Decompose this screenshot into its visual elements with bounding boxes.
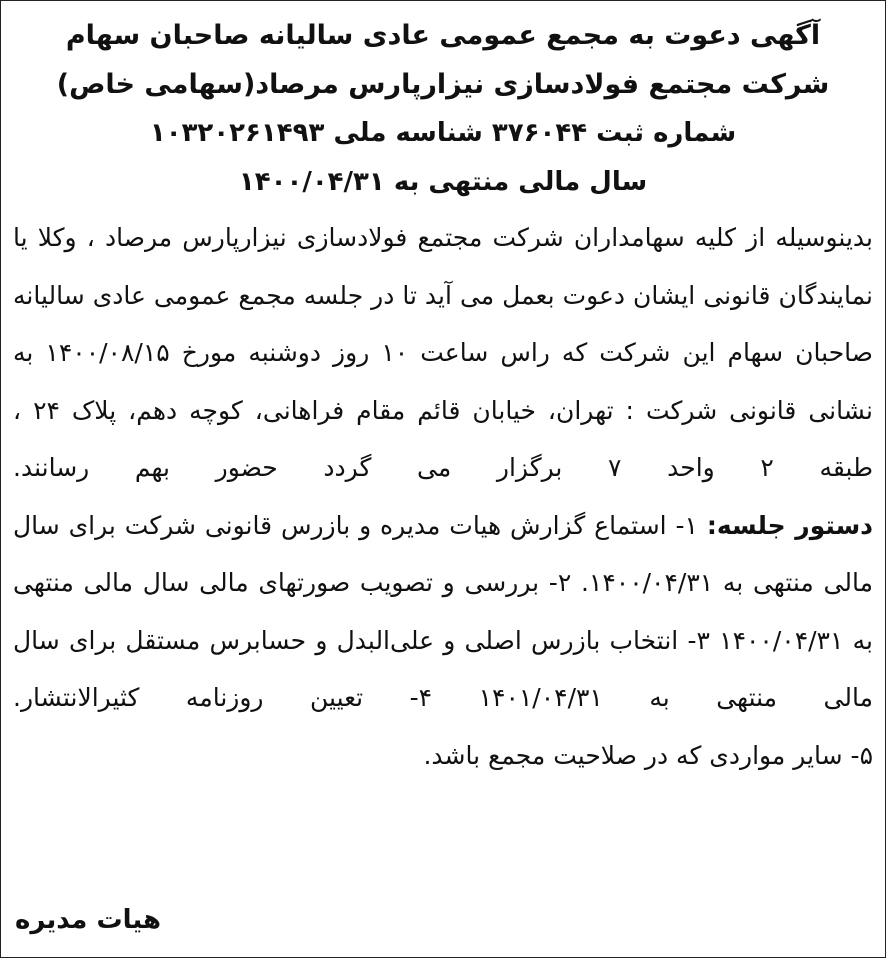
- agenda-items: ۱- استماع گزارش هیات مدیره و بازرس قانونی شرکت برای سال مالی منتهی به ۱۴۰۰/۰۴/۳۱. ۲- بررسی و تصویب صورتهای مالی سال مالی منتهی به ۱۴۰۰/۰۴/۳۱ ۳- انتخاب بازرس اصلی و علی‌البدل و حسابرس مستقل برای سال مالی منتهی به ۱۴۰۱/۰۴/۳۱ ۴- تعیین روزنامه کثیرالانتشار.: [13, 510, 874, 712]
- agenda-item-5: ۵- سایر مواردی که در صلاحیت مجمع باشد.: [423, 740, 873, 770]
- agenda-paragraph: [13, 497, 873, 727]
- notice-body: [13, 209, 873, 727]
- agenda-label: دستور جلسه:: [706, 510, 873, 540]
- fiscal-year: سال مالی منتهی به ۱۴۰۰/۰۴/۳۱: [238, 167, 648, 197]
- company-name: شرکت مجتمع فولادسازی نیزارپارس مرصاد(سهامی خاص): [56, 69, 830, 100]
- registration-info: شماره ثبت ۳۷۶۰۴۴ شناسه ملی ۱۰۳۲۰۲۶۱۴۹۳: [149, 118, 737, 148]
- invitation-paragraph: بدینوسیله از کلیه سهامداران شرکت مجتمع فولادسازی نیزارپارس مرصاد ، وکلا یا نمایندگان قانونی ایشان دعوت بعمل می آید تا در جلسه مجمع عمومی عادی سالیانه صاحبان سهام این شرکت که راس ساعت ۱۰ روز دوشنبه مورخ ۱۴۰۰/۰۸/۱۵ به نشانی قانونی شرکت : تهران، خیابان قائم مقام فراهانی، کوچه دهم، پلاک ۲۴ ، طبقه ۲ واحد ۷ برگزار می گردد حضور بهم رسانند.: [13, 223, 874, 482]
- signature: هیات مدیره: [15, 905, 161, 935]
- notice-title: آگهی دعوت به مجمع عمومی عادی سالیانه صاحبان سهام: [65, 20, 821, 51]
- notice-header: [13, 11, 873, 207]
